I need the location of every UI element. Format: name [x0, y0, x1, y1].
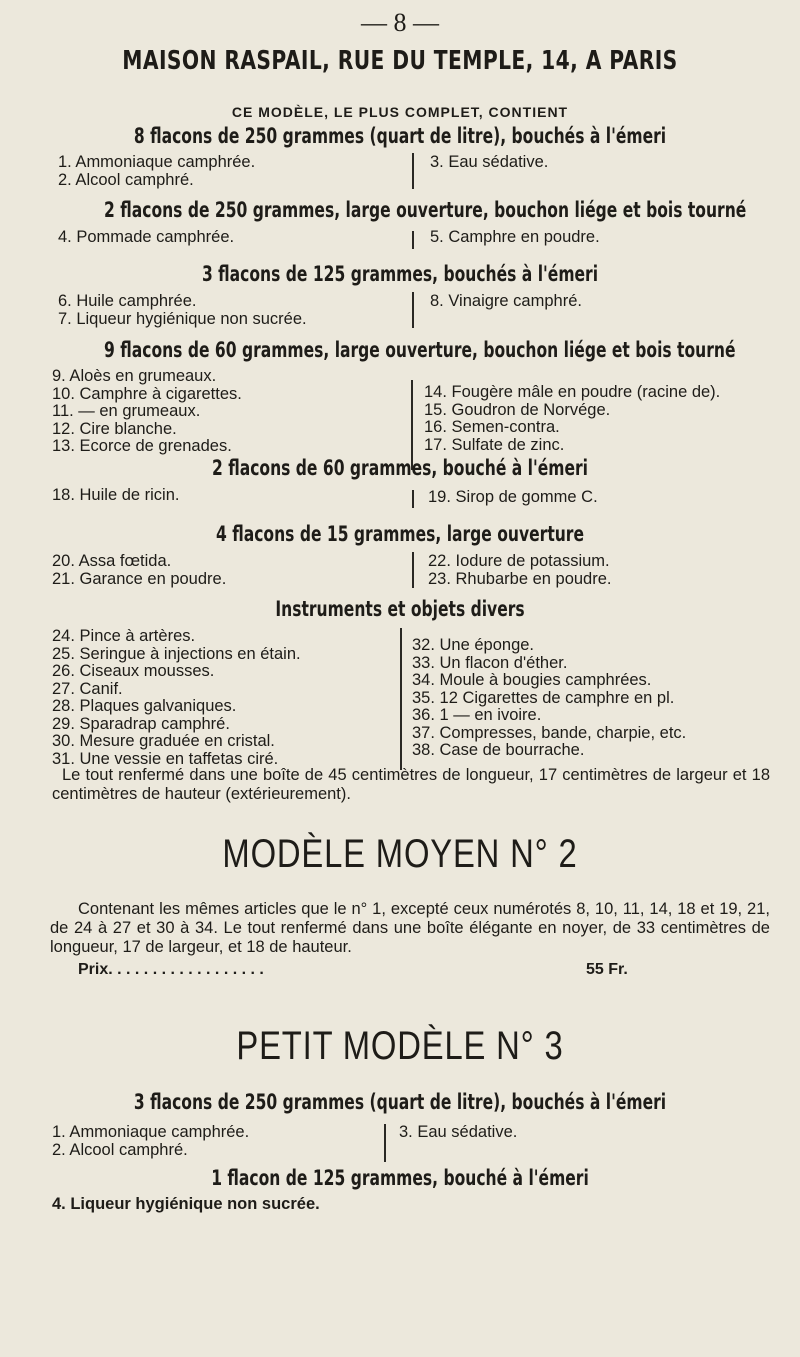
model-3-title: PETIT MODÈLE N° 3 — [236, 1024, 564, 1068]
group-4-left — [52, 368, 242, 456]
list-item: 14. Fougère mâle en poudre (racine de). — [424, 383, 721, 401]
list-item: 11. — en grumeaux. — [52, 402, 201, 420]
page-header: MAISON RASPAIL, RUE DU TEMPLE, 14, A PARIS — [122, 46, 678, 76]
group-3-left — [58, 293, 307, 328]
list-item: 1. Ammoniaque camphrée. — [52, 1123, 250, 1141]
list-item: 31. Une vessie en taffetas ciré. — [52, 749, 279, 768]
group-1-right — [430, 154, 548, 172]
model-2-description: Contenant les mêmes articles que le n° 1, excepté ceux numérotés 8, 10, 11, 14, 18 et 19, 21, de 24 à 27 et 30 à 34. Le tout renfermé dans une boîte élégante en noyer, de 33 centimètres de longueur, 17 de largeur, et 18 de hauteur. — [50, 900, 770, 956]
group-title-1: 8 flacons de 250 grammes (quart de litre), bouchés à l'émeri — [133, 124, 667, 148]
group-2-left — [58, 229, 234, 247]
group-title-6: 4 flacons de 15 grammes, large ouverture — [215, 522, 585, 546]
column-divider — [412, 153, 414, 189]
list-item: 30. Mesure graduée en cristal. — [52, 732, 275, 750]
list-item: 25. Seringue à injections en étain. — [52, 644, 301, 663]
list-item: 19. Sirop de gomme C. — [428, 488, 598, 506]
list-item: 26. Ciseaux mousses. — [52, 662, 215, 680]
list-item: 4. Pommade camphrée. — [58, 228, 235, 246]
list-item: 7. Liqueur hygiénique non sucrée. — [58, 309, 307, 328]
list-item: 36. 1 — en ivoire. — [412, 706, 542, 724]
list-item: 10. Camphre à cigarettes. — [52, 384, 242, 403]
list-item: 12. Cire blanche. — [52, 419, 177, 438]
list-item: 23. Rhubarbe en poudre. — [428, 569, 612, 588]
list-item: 27. Canif. — [52, 679, 123, 698]
group-title-5: 2 flacons de 60 grammes, bouché à l'émeri — [211, 456, 589, 480]
model-2-price-label: Prix. . . . . . . . . . . . . . . . . . — [78, 961, 264, 978]
group-1-left — [58, 154, 255, 189]
model-3-group-2-title: 1 flacon de 125 grammes, bouché à l'émeri — [211, 1166, 589, 1190]
column-divider — [412, 231, 414, 249]
column-divider — [400, 628, 402, 770]
list-item: 18. Huile de ricin. — [52, 486, 180, 504]
list-item: 33. Un flacon d'éther. — [412, 653, 568, 672]
list-item: 16. Semen-contra. — [424, 418, 560, 436]
list-item: 34. Moule à bougies camphrées. — [412, 671, 652, 689]
group-3-right — [430, 293, 582, 311]
group-title-3: 3 flacons de 125 grammes, bouchés à l'émeri — [201, 262, 599, 286]
group-7-right — [412, 637, 686, 760]
list-item: 6. Huile camphrée. — [58, 292, 197, 310]
list-item: 22. Iodure de potassium. — [428, 552, 610, 570]
list-item: 38. Case de bourrache. — [412, 741, 585, 759]
intro-line: CE MODÈLE, LE PLUS COMPLET, CONTIENT — [231, 104, 569, 120]
list-item: 35. 12 Cigarettes de camphre en pl. — [412, 688, 675, 707]
model-3-group-1-left — [52, 1124, 249, 1159]
group-title-2: 2 flacons de 250 grammes, large ouverture, bouchon liége et bois tourné — [104, 198, 747, 222]
list-item: 2. Alcool camphré. — [52, 1140, 188, 1159]
column-divider — [384, 1124, 386, 1162]
group-6-right — [428, 553, 611, 588]
model-3-group-1-title: 3 flacons de 250 grammes (quart de litre), bouchés à l'émeri — [133, 1090, 667, 1114]
list-item: 3. Eau sédative. — [430, 153, 549, 171]
list-item: 20. Assa fœtida. — [52, 552, 172, 570]
column-divider — [412, 292, 414, 328]
group-5-left — [52, 487, 179, 505]
model-3-group-1-right — [399, 1124, 517, 1142]
list-item: 32. Une éponge. — [412, 636, 535, 654]
group-7-left — [52, 628, 301, 768]
list-item: 4. Liqueur hygiénique non sucrée. — [52, 1195, 320, 1213]
group-6-left — [52, 553, 226, 588]
group-5-right — [428, 489, 598, 507]
group-4-right — [424, 384, 720, 454]
model-2-title: MODÈLE MOYEN N° 2 — [222, 832, 578, 876]
list-item: 3. Eau sédative. — [399, 1123, 518, 1141]
model-3-group-2-left — [52, 1196, 320, 1214]
list-item: 2. Alcool camphré. — [58, 170, 194, 189]
list-item: 29. Sparadrap camphré. — [52, 714, 230, 733]
group-title-4: 9 flacons de 60 grammes, large ouverture, bouchon liége et bois tourné — [104, 338, 736, 362]
group-2-right — [430, 229, 600, 247]
list-item: 21. Garance en poudre. — [52, 569, 227, 588]
model-2-price: 55 Fr. — [586, 961, 628, 978]
list-item: 8. Vinaigre camphré. — [430, 292, 582, 310]
column-divider — [412, 552, 414, 588]
list-item: 15. Goudron de Norvége. — [424, 400, 611, 419]
list-item: 24. Pince à artères. — [52, 627, 196, 645]
group-title-7: Instruments et objets divers — [275, 597, 525, 621]
list-item: 5. Camphre en poudre. — [430, 228, 600, 246]
column-divider — [412, 490, 414, 508]
list-item: 1. Ammoniaque camphrée. — [58, 153, 256, 171]
list-item: 13. Ecorce de grenades. — [52, 437, 232, 455]
list-item: 9. Aloès en grumeaux. — [52, 367, 217, 385]
page-number: — 8 — — [361, 8, 439, 37]
closing-paragraph: Le tout renfermé dans une boîte de 45 centimètres de longueur, 17 centimètres de largeur et 18 centimètres de hauteur (extérieurement). — [52, 766, 770, 803]
list-item: 28. Plaques galvaniques. — [52, 697, 237, 715]
list-item: 37. Compresses, bande, charpie, etc. — [412, 723, 687, 742]
list-item: 17. Sulfate de zinc. — [424, 435, 565, 454]
